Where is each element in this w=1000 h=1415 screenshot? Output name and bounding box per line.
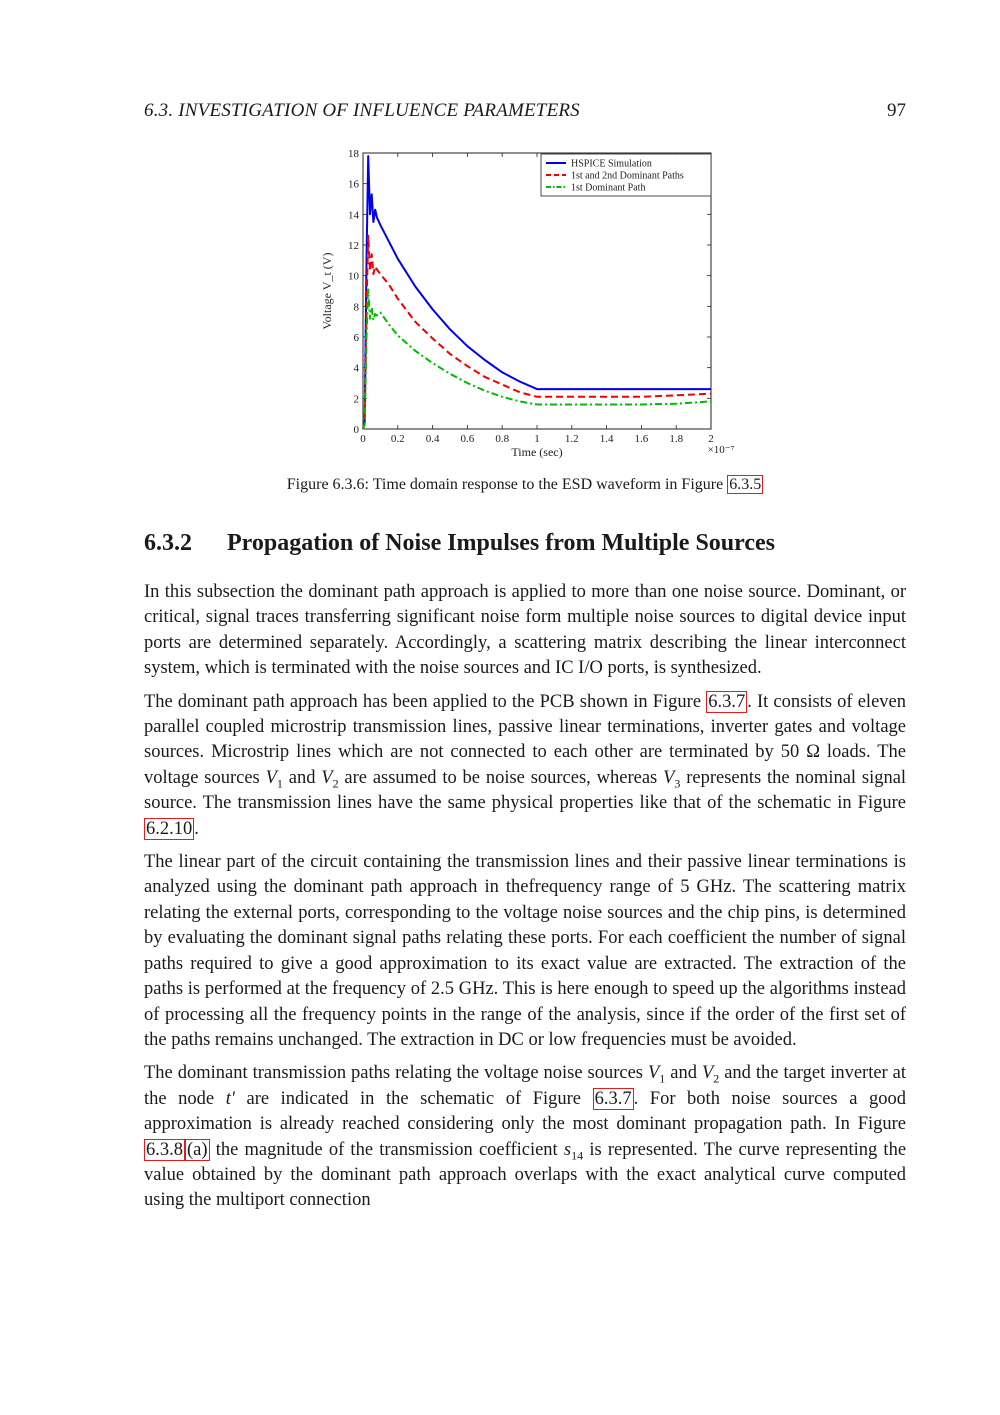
section-number: 6.3.2 (144, 530, 192, 556)
x-tick-label: 1.4 (599, 433, 614, 445)
figure-caption (144, 476, 906, 494)
y-axis-label: Voltage V_t (V) (320, 252, 334, 330)
text-run: are assumed to be noise sources, whereas (344, 767, 658, 788)
y-tick-label: 18 (348, 148, 359, 160)
text-run: and (670, 1063, 697, 1084)
caption-figure-link[interactable]: 6.3.5 (729, 476, 762, 493)
math-symbol: V (265, 767, 277, 788)
body-text (144, 580, 906, 1222)
paragraph-1: In this subsection the dominant path approach is applied to more than one noise source. Dominant, or critical, signal traces transferring significant noise form multiple noise sources to digital device input ports are determined separately. Accordingly, a scattering matrix describing the linear interconnect system, which is terminated with the noise sources and IC I/O ports, is synthesized. (144, 582, 906, 679)
subfigure-link[interactable]: (a) (187, 1139, 208, 1160)
series-line-1 (363, 156, 711, 429)
x-axis-label: Time (sec) (511, 445, 563, 459)
running-head-title: 6.3. INVESTIGATION OF INFLUENCE PARAMETERS (144, 100, 580, 121)
math-subscript: 1 (659, 1072, 666, 1086)
y-tick-label: 6 (353, 332, 359, 344)
math-symbol: V (701, 1063, 714, 1084)
x-tick-label: 0.4 (425, 433, 440, 445)
text-run: is represented. The curve representing the value obtained by the dominant path approach overlaps with the exact analytical curve computed using the multiport connection (144, 1139, 907, 1211)
time-domain-chart (316, 143, 756, 465)
figure-6-3-6 (316, 143, 756, 465)
y-tick-label: 4 (353, 362, 359, 375)
text-run: The dominant path approach has been applied to the PCB shown in Figure (144, 691, 702, 712)
text-run: The dominant transmission paths relating the voltage noise sources (144, 1063, 643, 1084)
paragraph-2 (144, 690, 906, 842)
x-tick-label: 1.2 (564, 433, 579, 445)
x-tick-label: 0.6 (460, 433, 475, 445)
math-subscript: 2 (332, 776, 339, 791)
legend-entry: 1st Dominant Path (571, 182, 646, 194)
running-head (144, 100, 906, 126)
x-tick-label: 2 (708, 433, 714, 445)
y-tick-label: 0 (353, 424, 359, 436)
x-axis-multiplier: ×10⁻⁷ (707, 444, 735, 456)
math-subscript: 3 (674, 776, 681, 791)
section-title: Propagation of Noise Impulses from Multiple Sources (227, 530, 776, 556)
y-tick-label: 14 (348, 209, 359, 222)
series-line-2 (363, 236, 711, 429)
math-symbol: t′ (225, 1088, 235, 1109)
y-tick-label: 8 (353, 301, 359, 314)
math-symbol: V (663, 767, 675, 788)
text-run: the magnitude of the transmission coefficient (215, 1139, 558, 1160)
legend-entry: HSPICE Simulation (571, 158, 652, 170)
text-run: and the target inverter at the node (144, 1063, 907, 1109)
section-heading (144, 530, 906, 557)
figure-link[interactable]: 6.3.7 (594, 1088, 632, 1109)
math-subscript: 1 (276, 776, 283, 791)
paragraph-4 (144, 1061, 906, 1213)
page-number: 97 (887, 100, 906, 121)
text-run: . (194, 818, 199, 839)
math-symbol: V (321, 767, 333, 788)
x-tick-label: 1.6 (634, 433, 649, 445)
x-tick-label: 0 (360, 433, 366, 445)
math-symbol: s (563, 1139, 572, 1160)
figure-link[interactable]: 6.2.10 (146, 818, 193, 839)
x-tick-label: 0.8 (495, 433, 510, 445)
y-tick-label: 12 (348, 240, 359, 252)
series-line-3 (363, 290, 711, 430)
x-tick-label: 0.2 (390, 433, 405, 445)
text-run: . For both noise sources a good approximation is already reached considering only the most dominant propagation path. In Figure (144, 1088, 906, 1135)
caption-label: Figure 6.3.6: (286, 476, 369, 493)
figure-link[interactable]: 6.3.7 (708, 691, 746, 712)
text-run: and (288, 767, 316, 788)
x-tick-label: 1 (534, 433, 540, 445)
paragraph-3: The linear part of the circuit containing the transmission lines and their passive linear terminations is analyzed using the dominant path approach in thefrequency range of 5 GHz. The scattering matrix relating the external ports, corresponding to the voltage noise sources and the chip pins, is determined by evaluating the dominant signal paths relating these ports. For each coefficient the number of signal paths required to give a good approximation to its exact value are extracted. The extraction of the paths is performed at the frequency of 2.5 GHz. This is here enough to speed up the algorithms instead of processing all the frequency points in the range of the analysis, since if the order of the first set of the paths remains unchanged. The extraction in DC or low frequencies must be avoided. (144, 852, 906, 1050)
math-subscript: 14 (571, 1148, 584, 1163)
text-run: represents the nominal signal source. The transmission lines have the same physical properties like that of the schematic in Figure (144, 767, 907, 814)
text-run: . It consists of eleven parallel coupled microstrip transmission lines, passive linear terminations, inverter gates and voltage sources. Microstrip lines which are not connected to each other are terminated by 50 Ω loads. The voltage sources (144, 691, 906, 788)
math-subscript: 2 (713, 1072, 720, 1086)
caption-text: Time domain response to the ESD waveform in Figure (372, 476, 724, 493)
math-symbol: V (647, 1063, 660, 1084)
x-tick-label: 1.8 (669, 433, 684, 445)
y-tick-label: 16 (348, 178, 359, 191)
text-run: are indicated in the schematic of Figure (246, 1088, 581, 1109)
y-tick-label: 2 (353, 393, 359, 406)
legend-entry: 1st and 2nd Dominant Paths (571, 170, 684, 182)
y-tick-label: 10 (348, 270, 359, 283)
figure-link[interactable]: 6.3.8 (146, 1139, 183, 1160)
